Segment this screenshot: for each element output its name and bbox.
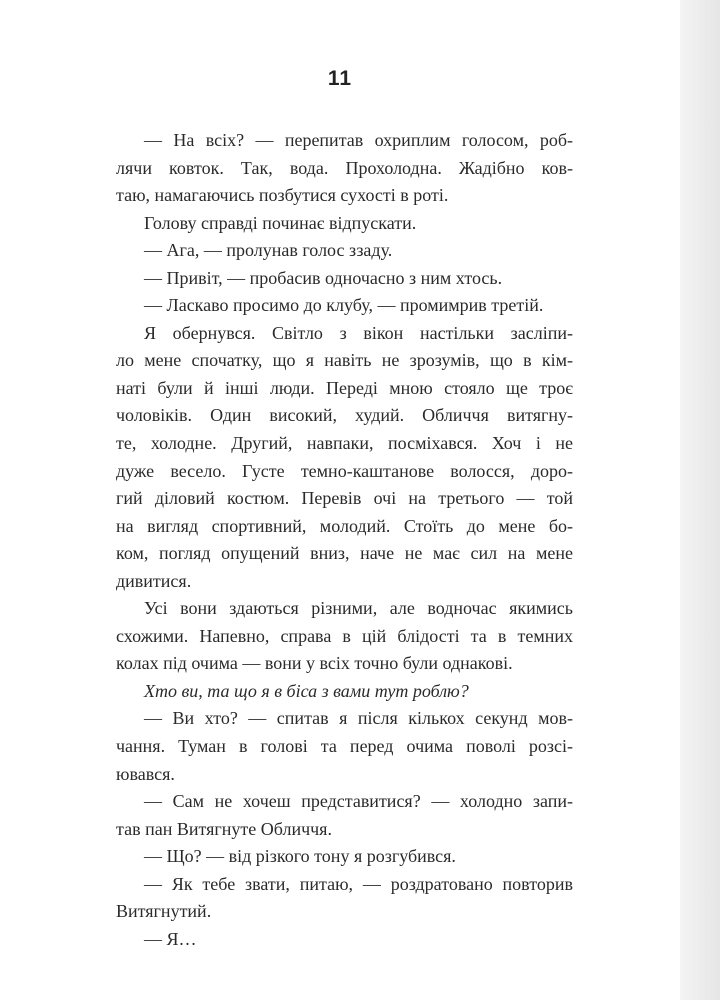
text-line: Витягнутий. [116,901,212,922]
text-line: — Привіт, — пробасив одночасно з ним хтось. [144,267,503,288]
text-line: чання. Туман в голові та перед очима поволі розсі- [116,736,573,757]
text-line: — Як тебе звати, питаю, — роздратовано повторив [144,873,573,894]
text-line: на вигляд спортивний, молодий. Стоїть до мене бо- [116,515,573,536]
text-line: Голову справді починає відпускати. [144,212,417,233]
text-line: те, холодне. Другий, навпаки, посміхався. Хоч і не [116,433,573,454]
text-line: дуже весело. Густе темно-каштанове волосся, доро- [116,460,573,481]
text-line: — Сам не хочеш представитися? — холодно запи- [144,791,573,812]
text-line: колах під очима — вони у всіх точно були однакові. [116,653,513,674]
text-line: — Ви хто? — спитав я після кількох секунд мов- [144,708,573,729]
text-line: схожими. Напевно, справа в цій блідості та в темних [116,625,573,646]
body-text [116,127,573,953]
text-line: лячи ковток. Так, вода. Прохолодна. Жадібно ков- [116,157,573,178]
text-line: наті були й інші люди. Переді мною стояло ще троє [116,377,573,398]
text-line: чоловіків. Один високий, худий. Обличчя витягну- [116,405,573,426]
text-line: Я обернувся. Світло з вікон настільки засліпи- [144,322,573,343]
text-line: — Я… [144,928,197,949]
page-number: 11 [327,67,353,90]
text-line: гий діловий костюм. Перевів очі на третього — той [116,488,573,509]
text-line: ком, погляд опущений вниз, наче не має сил на мене [116,543,573,564]
text-line: — Ага, — пролунав голос ззаду. [144,240,393,261]
text-line: Усі вони здаються різними, але водночас якимись [144,598,573,619]
page-edge-shadow [680,0,720,1000]
text-line: дивитися. [116,570,192,591]
text-line: — Ласкаво просимо до клубу, — промимрив третій. [144,295,544,316]
text-line: — На всіх? — перепитав охриплим голосом, роб- [144,130,573,150]
text-line: — Що? — від різкого тону я розгубився. [144,846,456,867]
text-line: ювався. [116,763,175,784]
text-line: ло мене спочатку, що я навіть не зрозумів, що в кім- [116,350,573,371]
text-line: таю, намагаючись позбутися сухості в роті. [116,185,449,206]
text-line: Хто ви, та що я в біса з вами тут роблю? [144,680,469,701]
text-line: тав пан Витягнуте Обличчя. [116,818,332,839]
